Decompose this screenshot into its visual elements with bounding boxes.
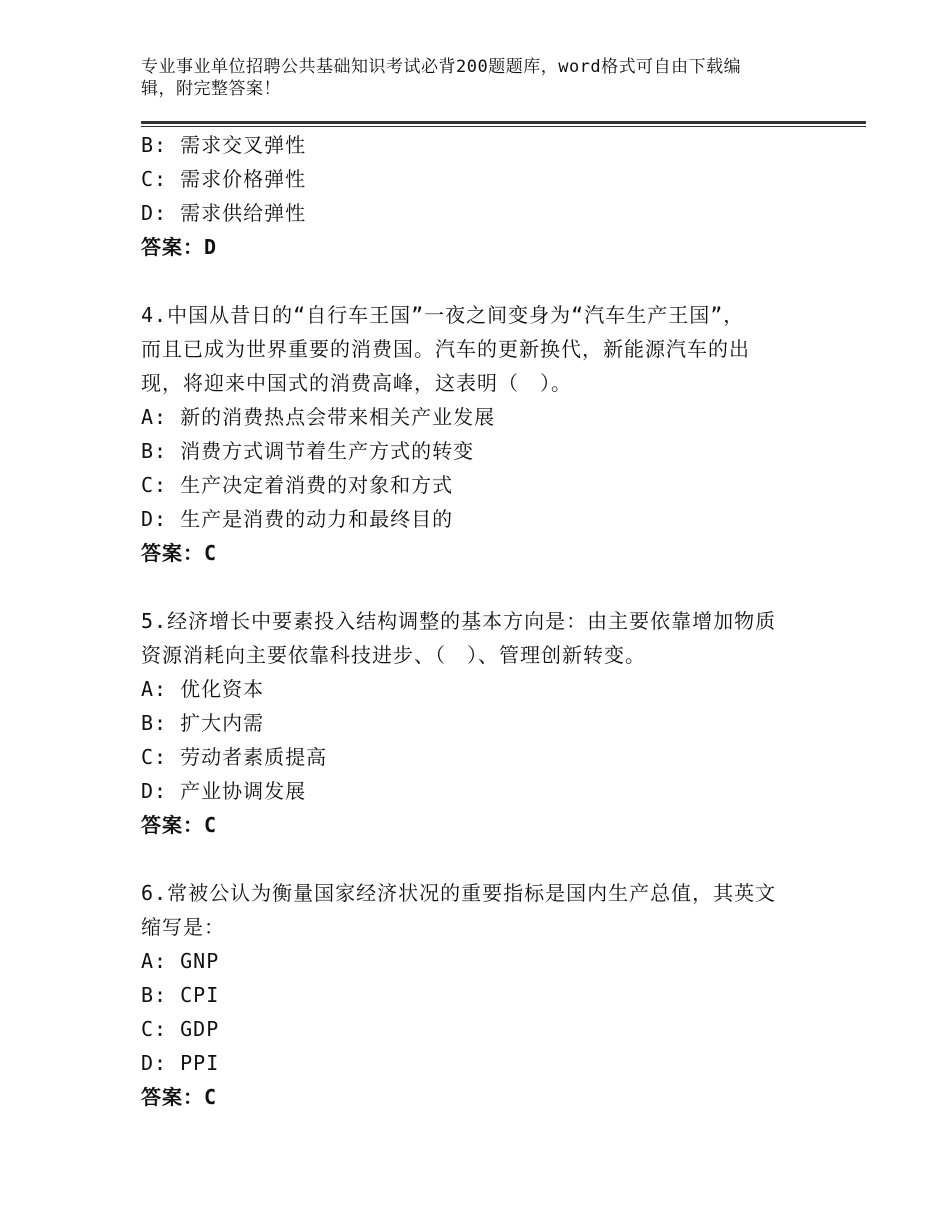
- question-stem-line: 而且已成为世界重要的消费国。汽车的更新换代，新能源汽车的出: [141, 337, 750, 361]
- question-stem-line: 现，将迎来中国式的消费高峰，这表明（ ）。: [141, 371, 572, 395]
- option-d: D: 产业协调发展: [141, 779, 307, 803]
- spacer: [141, 264, 821, 298]
- option-d: D: PPI: [141, 1051, 220, 1075]
- option-c: C: 劳动者素质提高: [141, 745, 328, 769]
- option-a: A: 优化资本: [141, 677, 265, 701]
- option-c: C: 需求价格弹性: [141, 167, 307, 191]
- option-b: B: 扩大内需: [141, 711, 265, 735]
- page-header: [141, 56, 801, 100]
- spacer: [141, 842, 821, 876]
- spacer: [141, 570, 821, 604]
- question-stem-line: 4.中国从昔日的“自行车王国”一夜之间变身为“汽车生产王国”，: [141, 303, 745, 327]
- header-line-2: 辑，附完整答案！: [141, 79, 281, 99]
- question-5: [141, 604, 821, 842]
- question-stem-line: 6.常被公认为衡量国家经济状况的重要指标是国内生产总值，其英文: [141, 881, 777, 905]
- question-4: [141, 298, 821, 570]
- option-b: B: CPI: [141, 983, 220, 1007]
- option-a: A: 新的消费热点会带来相关产业发展: [141, 405, 496, 429]
- question-list: [141, 128, 821, 1114]
- option-b: B: 消费方式调节着生产方式的转变: [141, 439, 475, 463]
- answer-line: 答案：C: [141, 1085, 218, 1109]
- answer-line: 答案：D: [141, 235, 218, 259]
- option-d: D: 需求供给弹性: [141, 201, 307, 225]
- option-d: D: 生产是消费的动力和最终目的: [141, 507, 454, 531]
- question-6: [141, 876, 821, 1114]
- header-rule-thick: [141, 121, 866, 124]
- header-line-1: 专业事业单位招聘公共基础知识考试必背200题题库，word格式可自由下载编: [141, 57, 742, 77]
- prev-question: [141, 128, 821, 264]
- answer-line: 答案：C: [141, 813, 218, 837]
- option-c: C: GDP: [141, 1017, 220, 1041]
- option-a: A: GNP: [141, 949, 220, 973]
- question-stem-line: 资源消耗向主要依靠科技进步、（ ）、管理创新转变。: [141, 643, 646, 667]
- question-stem-line: 5.经济增长中要素投入结构调整的基本方向是：由主要依靠增加物质: [141, 609, 777, 633]
- option-b: B: 需求交叉弹性: [141, 133, 307, 157]
- question-stem-line: 缩写是：: [141, 915, 225, 939]
- header-rule-thin: [141, 126, 866, 127]
- option-c: C: 生产决定着消费的对象和方式: [141, 473, 454, 497]
- answer-line: 答案：C: [141, 541, 218, 565]
